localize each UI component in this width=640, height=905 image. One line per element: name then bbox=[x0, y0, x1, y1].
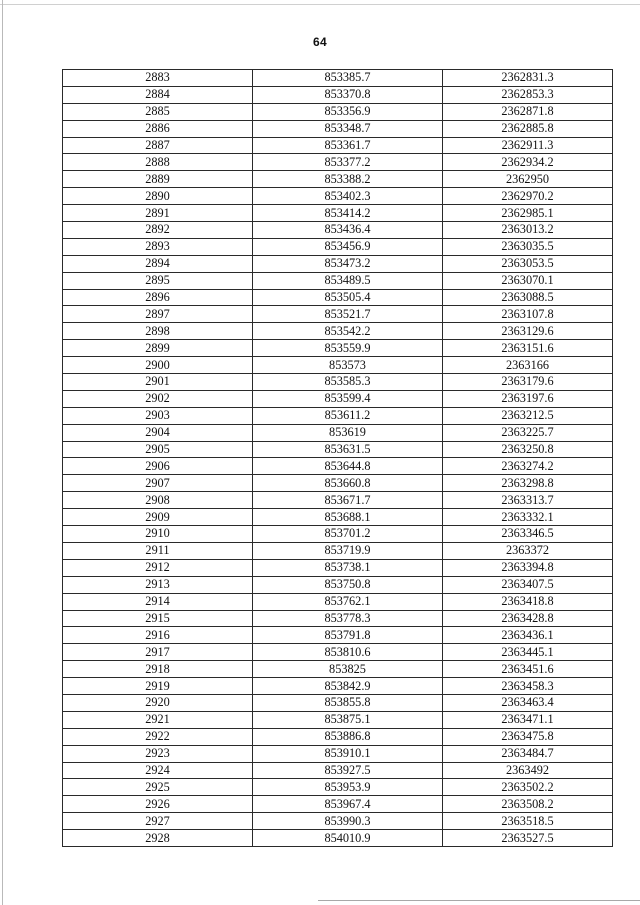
page-number: 64 bbox=[313, 35, 327, 49]
table-row bbox=[63, 492, 613, 509]
table-row bbox=[63, 289, 613, 306]
table-row bbox=[63, 340, 613, 357]
x-coordinate-cell: 853967.4 bbox=[253, 796, 443, 813]
y-coordinate-cell: 2363212.5 bbox=[443, 407, 613, 424]
x-coordinate-cell: 853402.3 bbox=[253, 188, 443, 205]
table-row bbox=[63, 745, 613, 762]
table-row bbox=[63, 86, 613, 103]
table-row bbox=[63, 154, 613, 171]
point-number-cell: 2909 bbox=[63, 509, 253, 526]
y-coordinate-cell: 2363274.2 bbox=[443, 458, 613, 475]
point-number-cell: 2925 bbox=[63, 779, 253, 796]
y-coordinate-cell: 2362950 bbox=[443, 171, 613, 188]
x-coordinate-cell: 853456.9 bbox=[253, 238, 443, 255]
scan-edge-left bbox=[2, 0, 3, 905]
x-coordinate-cell: 853356.9 bbox=[253, 103, 443, 120]
x-coordinate-cell: 853573 bbox=[253, 357, 443, 374]
x-coordinate-cell: 853611.2 bbox=[253, 407, 443, 424]
point-number-cell: 2919 bbox=[63, 678, 253, 695]
point-number-cell: 2893 bbox=[63, 238, 253, 255]
x-coordinate-cell: 853660.8 bbox=[253, 475, 443, 492]
x-coordinate-cell: 853585.3 bbox=[253, 374, 443, 391]
table-row bbox=[63, 205, 613, 222]
point-number-cell: 2899 bbox=[63, 340, 253, 357]
y-coordinate-cell: 2362934.2 bbox=[443, 154, 613, 171]
table-row bbox=[63, 441, 613, 458]
y-coordinate-cell: 2362885.8 bbox=[443, 120, 613, 137]
table-row bbox=[63, 390, 613, 407]
point-number-cell: 2901 bbox=[63, 374, 253, 391]
x-coordinate-cell: 853953.9 bbox=[253, 779, 443, 796]
y-coordinate-cell: 2363070.1 bbox=[443, 272, 613, 289]
x-coordinate-cell: 854010.9 bbox=[253, 830, 443, 847]
x-coordinate-cell: 853791.8 bbox=[253, 627, 443, 644]
table-row bbox=[63, 374, 613, 391]
y-coordinate-cell: 2363471.1 bbox=[443, 711, 613, 728]
x-coordinate-cell: 853361.7 bbox=[253, 137, 443, 154]
point-number-cell: 2900 bbox=[63, 357, 253, 374]
x-coordinate-cell: 853810.6 bbox=[253, 644, 443, 661]
table-row bbox=[63, 526, 613, 543]
y-coordinate-cell: 2362853.3 bbox=[443, 86, 613, 103]
point-number-cell: 2911 bbox=[63, 542, 253, 559]
coordinates-table-body bbox=[63, 70, 613, 847]
y-coordinate-cell: 2362871.8 bbox=[443, 103, 613, 120]
table-row bbox=[63, 796, 613, 813]
table-row bbox=[63, 711, 613, 728]
table-row bbox=[63, 255, 613, 272]
x-coordinate-cell: 853414.2 bbox=[253, 205, 443, 222]
scan-edge-bottom bbox=[318, 900, 640, 901]
table-row bbox=[63, 576, 613, 593]
x-coordinate-cell: 853990.3 bbox=[253, 813, 443, 830]
table-row bbox=[63, 593, 613, 610]
table-row bbox=[63, 728, 613, 745]
y-coordinate-cell: 2363394.8 bbox=[443, 559, 613, 576]
table-row bbox=[63, 610, 613, 627]
x-coordinate-cell: 853927.5 bbox=[253, 762, 443, 779]
point-number-cell: 2896 bbox=[63, 289, 253, 306]
y-coordinate-cell: 2363298.8 bbox=[443, 475, 613, 492]
point-number-cell: 2927 bbox=[63, 813, 253, 830]
y-coordinate-cell: 2363179.6 bbox=[443, 374, 613, 391]
x-coordinate-cell: 853750.8 bbox=[253, 576, 443, 593]
point-number-cell: 2915 bbox=[63, 610, 253, 627]
point-number-cell: 2913 bbox=[63, 576, 253, 593]
x-coordinate-cell: 853719.9 bbox=[253, 542, 443, 559]
point-number-cell: 2886 bbox=[63, 120, 253, 137]
table-row bbox=[63, 559, 613, 576]
x-coordinate-cell: 853521.7 bbox=[253, 306, 443, 323]
y-coordinate-cell: 2363502.2 bbox=[443, 779, 613, 796]
y-coordinate-cell: 2363151.6 bbox=[443, 340, 613, 357]
y-coordinate-cell: 2363035.5 bbox=[443, 238, 613, 255]
point-number-cell: 2914 bbox=[63, 593, 253, 610]
x-coordinate-cell: 853473.2 bbox=[253, 255, 443, 272]
y-coordinate-cell: 2363197.6 bbox=[443, 390, 613, 407]
table-row bbox=[63, 103, 613, 120]
x-coordinate-cell: 853388.2 bbox=[253, 171, 443, 188]
table-row bbox=[63, 357, 613, 374]
point-number-cell: 2891 bbox=[63, 205, 253, 222]
x-coordinate-cell: 853377.2 bbox=[253, 154, 443, 171]
x-coordinate-cell: 853559.9 bbox=[253, 340, 443, 357]
table-row bbox=[63, 323, 613, 340]
table-row bbox=[63, 678, 613, 695]
y-coordinate-cell: 2363332.1 bbox=[443, 509, 613, 526]
x-coordinate-cell: 853842.9 bbox=[253, 678, 443, 695]
point-number-cell: 2928 bbox=[63, 830, 253, 847]
x-coordinate-cell: 853631.5 bbox=[253, 441, 443, 458]
table-row bbox=[63, 188, 613, 205]
x-coordinate-cell: 853701.2 bbox=[253, 526, 443, 543]
table-row bbox=[63, 644, 613, 661]
y-coordinate-cell: 2363053.5 bbox=[443, 255, 613, 272]
table-row bbox=[63, 509, 613, 526]
table-row bbox=[63, 762, 613, 779]
point-number-cell: 2887 bbox=[63, 137, 253, 154]
point-number-cell: 2890 bbox=[63, 188, 253, 205]
table-row bbox=[63, 407, 613, 424]
x-coordinate-cell: 853348.7 bbox=[253, 120, 443, 137]
x-coordinate-cell: 853886.8 bbox=[253, 728, 443, 745]
y-coordinate-cell: 2363107.8 bbox=[443, 306, 613, 323]
table-row bbox=[63, 475, 613, 492]
table-row bbox=[63, 238, 613, 255]
table-row bbox=[63, 542, 613, 559]
table-row bbox=[63, 694, 613, 711]
y-coordinate-cell: 2363346.5 bbox=[443, 526, 613, 543]
x-coordinate-cell: 853619 bbox=[253, 424, 443, 441]
y-coordinate-cell: 2362911.3 bbox=[443, 137, 613, 154]
x-coordinate-cell: 853644.8 bbox=[253, 458, 443, 475]
table-row bbox=[63, 222, 613, 239]
point-number-cell: 2916 bbox=[63, 627, 253, 644]
table-row bbox=[63, 137, 613, 154]
point-number-cell: 2921 bbox=[63, 711, 253, 728]
point-number-cell: 2903 bbox=[63, 407, 253, 424]
table-row bbox=[63, 661, 613, 678]
point-number-cell: 2920 bbox=[63, 694, 253, 711]
x-coordinate-cell: 853671.7 bbox=[253, 492, 443, 509]
y-coordinate-cell: 2363372 bbox=[443, 542, 613, 559]
point-number-cell: 2905 bbox=[63, 441, 253, 458]
y-coordinate-cell: 2363313.7 bbox=[443, 492, 613, 509]
x-coordinate-cell: 853489.5 bbox=[253, 272, 443, 289]
point-number-cell: 2889 bbox=[63, 171, 253, 188]
point-number-cell: 2906 bbox=[63, 458, 253, 475]
point-number-cell: 2908 bbox=[63, 492, 253, 509]
point-number-cell: 2885 bbox=[63, 103, 253, 120]
point-number-cell: 2894 bbox=[63, 255, 253, 272]
x-coordinate-cell: 853370.8 bbox=[253, 86, 443, 103]
table-row bbox=[63, 171, 613, 188]
y-coordinate-cell: 2363484.7 bbox=[443, 745, 613, 762]
y-coordinate-cell: 2363225.7 bbox=[443, 424, 613, 441]
point-number-cell: 2895 bbox=[63, 272, 253, 289]
y-coordinate-cell: 2362985.1 bbox=[443, 205, 613, 222]
y-coordinate-cell: 2362831.3 bbox=[443, 70, 613, 87]
x-coordinate-cell: 853599.4 bbox=[253, 390, 443, 407]
table-row bbox=[63, 306, 613, 323]
point-number-cell: 2898 bbox=[63, 323, 253, 340]
point-number-cell: 2912 bbox=[63, 559, 253, 576]
y-coordinate-cell: 2363492 bbox=[443, 762, 613, 779]
table-row bbox=[63, 830, 613, 847]
y-coordinate-cell: 2363451.6 bbox=[443, 661, 613, 678]
x-coordinate-cell: 853505.4 bbox=[253, 289, 443, 306]
point-number-cell: 2917 bbox=[63, 644, 253, 661]
y-coordinate-cell: 2363475.8 bbox=[443, 728, 613, 745]
x-coordinate-cell: 853825 bbox=[253, 661, 443, 678]
point-number-cell: 2888 bbox=[63, 154, 253, 171]
table-row bbox=[63, 272, 613, 289]
x-coordinate-cell: 853875.1 bbox=[253, 711, 443, 728]
x-coordinate-cell: 853688.1 bbox=[253, 509, 443, 526]
table-row bbox=[63, 627, 613, 644]
y-coordinate-cell: 2363527.5 bbox=[443, 830, 613, 847]
x-coordinate-cell: 853855.8 bbox=[253, 694, 443, 711]
table-row bbox=[63, 70, 613, 87]
y-coordinate-cell: 2363508.2 bbox=[443, 796, 613, 813]
y-coordinate-cell: 2363418.8 bbox=[443, 593, 613, 610]
table-row bbox=[63, 120, 613, 137]
x-coordinate-cell: 853762.1 bbox=[253, 593, 443, 610]
y-coordinate-cell: 2363436.1 bbox=[443, 627, 613, 644]
y-coordinate-cell: 2363458.3 bbox=[443, 678, 613, 695]
y-coordinate-cell: 2363166 bbox=[443, 357, 613, 374]
point-number-cell: 2892 bbox=[63, 222, 253, 239]
table-row bbox=[63, 813, 613, 830]
y-coordinate-cell: 2363463.4 bbox=[443, 694, 613, 711]
y-coordinate-cell: 2363518.5 bbox=[443, 813, 613, 830]
point-number-cell: 2902 bbox=[63, 390, 253, 407]
x-coordinate-cell: 853778.3 bbox=[253, 610, 443, 627]
table-row bbox=[63, 779, 613, 796]
scan-edge-top bbox=[0, 4, 640, 5]
y-coordinate-cell: 2363445.1 bbox=[443, 644, 613, 661]
y-coordinate-cell: 2362970.2 bbox=[443, 188, 613, 205]
y-coordinate-cell: 2363129.6 bbox=[443, 323, 613, 340]
x-coordinate-cell: 853738.1 bbox=[253, 559, 443, 576]
x-coordinate-cell: 853542.2 bbox=[253, 323, 443, 340]
y-coordinate-cell: 2363250.8 bbox=[443, 441, 613, 458]
y-coordinate-cell: 2363013.2 bbox=[443, 222, 613, 239]
table-row bbox=[63, 458, 613, 475]
coordinates-table bbox=[62, 69, 613, 847]
point-number-cell: 2897 bbox=[63, 306, 253, 323]
x-coordinate-cell: 853910.1 bbox=[253, 745, 443, 762]
point-number-cell: 2918 bbox=[63, 661, 253, 678]
y-coordinate-cell: 2363407.5 bbox=[443, 576, 613, 593]
point-number-cell: 2884 bbox=[63, 86, 253, 103]
point-number-cell: 2922 bbox=[63, 728, 253, 745]
y-coordinate-cell: 2363088.5 bbox=[443, 289, 613, 306]
table-row bbox=[63, 424, 613, 441]
x-coordinate-cell: 853385.7 bbox=[253, 70, 443, 87]
point-number-cell: 2904 bbox=[63, 424, 253, 441]
point-number-cell: 2907 bbox=[63, 475, 253, 492]
point-number-cell: 2883 bbox=[63, 70, 253, 87]
point-number-cell: 2926 bbox=[63, 796, 253, 813]
y-coordinate-cell: 2363428.8 bbox=[443, 610, 613, 627]
point-number-cell: 2924 bbox=[63, 762, 253, 779]
point-number-cell: 2910 bbox=[63, 526, 253, 543]
x-coordinate-cell: 853436.4 bbox=[253, 222, 443, 239]
point-number-cell: 2923 bbox=[63, 745, 253, 762]
